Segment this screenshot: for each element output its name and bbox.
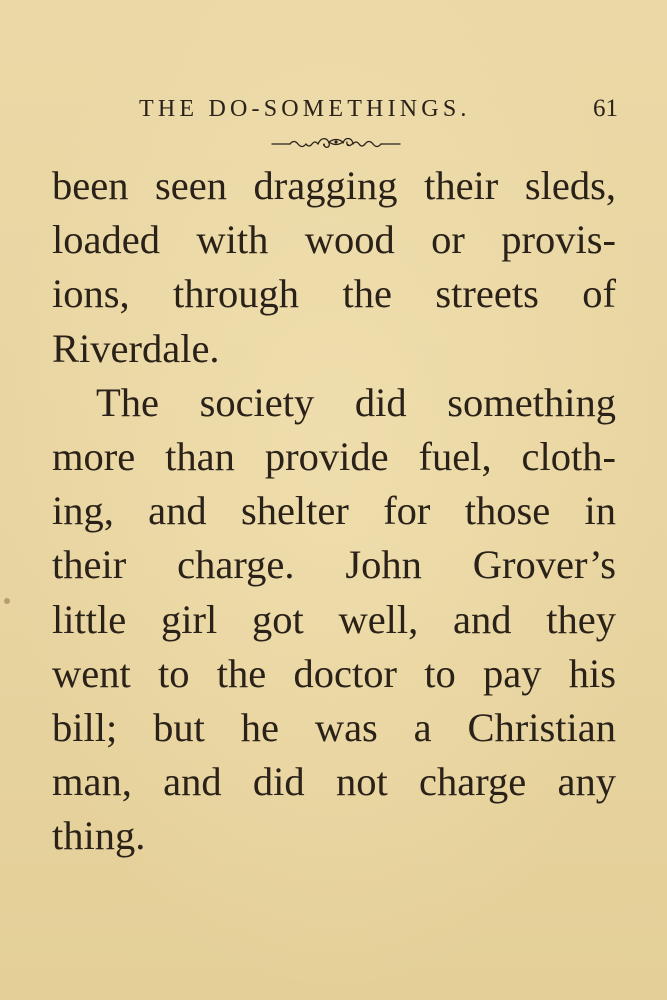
text-line: The society did something — [96, 379, 616, 425]
text-line: went to the doctor to pay his — [52, 650, 616, 696]
running-head — [0, 93, 667, 125]
text-line: loaded with wood or provis- — [52, 217, 616, 263]
text-line: been seen dragging their sleds, — [52, 163, 616, 208]
text-line: more than provide fuel, cloth- — [52, 433, 616, 479]
body-text — [52, 159, 616, 863]
text-line: little girl got well, and they — [52, 596, 616, 642]
text-line: ions, through the streets of — [52, 271, 616, 317]
text-line: ing, and shelter for those in — [52, 488, 616, 534]
running-title: THE DO-SOMETHINGS. — [139, 96, 471, 122]
text-line: thing. — [52, 813, 146, 859]
text-line: man, and did not charge any — [52, 759, 616, 805]
text-line: their charge. John Grover’s — [52, 542, 616, 588]
text-line: Riverdale. — [52, 325, 220, 371]
paper-speck — [4, 598, 10, 604]
page-number: 61 — [593, 95, 618, 122]
text-line: bill; but he was a Christian — [52, 704, 616, 750]
ornament-divider — [270, 136, 402, 150]
